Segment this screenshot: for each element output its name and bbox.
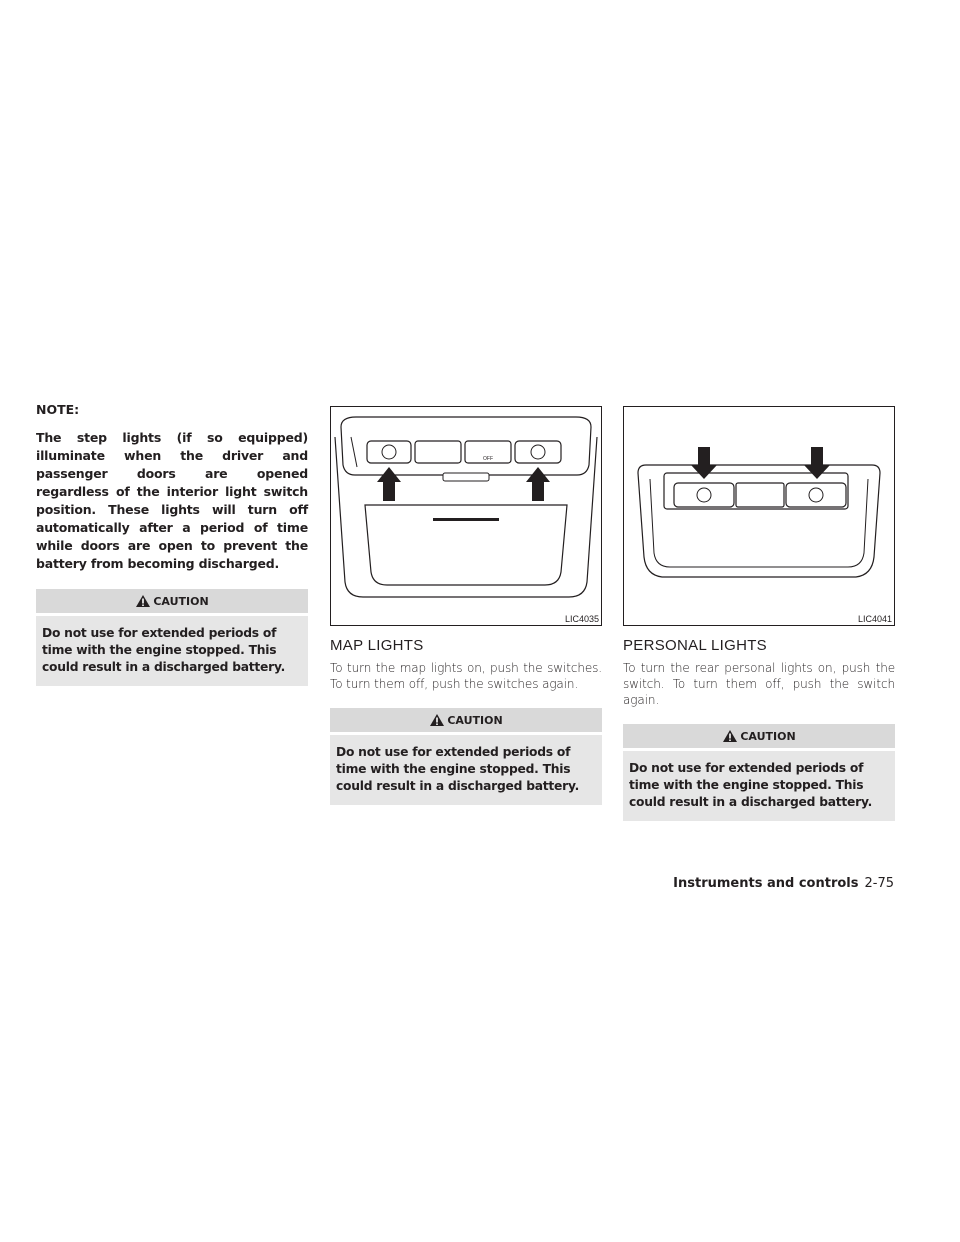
note-heading: NOTE: [36,402,80,417]
off-switch-label: OFF [483,456,493,462]
caution-header [623,724,895,748]
figure-code: LIC4041 [857,614,892,624]
personal-lights-title: PERSONAL LIGHTS [623,637,767,654]
middle-column [330,406,602,805]
caution-box [330,708,602,805]
figure-code: LIC4035 [564,614,599,624]
personal-lights-illustration [624,407,894,625]
caution-label: CAUTION [153,594,209,608]
page-footer [673,876,894,891]
map-lights-figure [330,406,602,626]
caution-label: CAUTION [447,713,503,727]
caution-label: CAUTION [740,729,796,743]
caution-header [330,708,602,732]
right-column [623,406,895,821]
left-column [36,402,308,686]
map-lights-body: To turn the map lights on, push the switches. To turn them off, push the switches again. [330,661,602,691]
map-lights-title: MAP LIGHTS [330,637,424,654]
personal-lights-figure [623,406,895,626]
caution-box [36,589,308,686]
warning-triangle-icon [135,594,151,608]
caution-text: Do not use for extended periods of time with the engine stopped. This could result in a discharged battery. [330,735,602,805]
page-number: 2-75 [864,876,894,891]
caution-header [36,589,308,613]
map-lights-illustration [331,407,601,625]
warning-triangle-icon [722,729,738,743]
caution-text: Do not use for extended periods of time with the engine stopped. This could result in a discharged battery. [623,751,895,821]
caution-box [623,724,895,821]
note-body: The step lights (if so equipped) illuminate when the driver and passenger doors are opened regardless of the interior light switch position. These lights will turn off automatically after a period of time while doors are open to prevent the battery from becoming discharged. [36,430,308,571]
personal-lights-body: To turn the rear personal lights on, push the switch. To turn them off, push the switch again. [623,661,895,707]
footer-section-title: Instruments and controls [673,876,859,891]
warning-triangle-icon [429,713,445,727]
caution-text: Do not use for extended periods of time with the engine stopped. This could result in a discharged battery. [36,616,308,686]
